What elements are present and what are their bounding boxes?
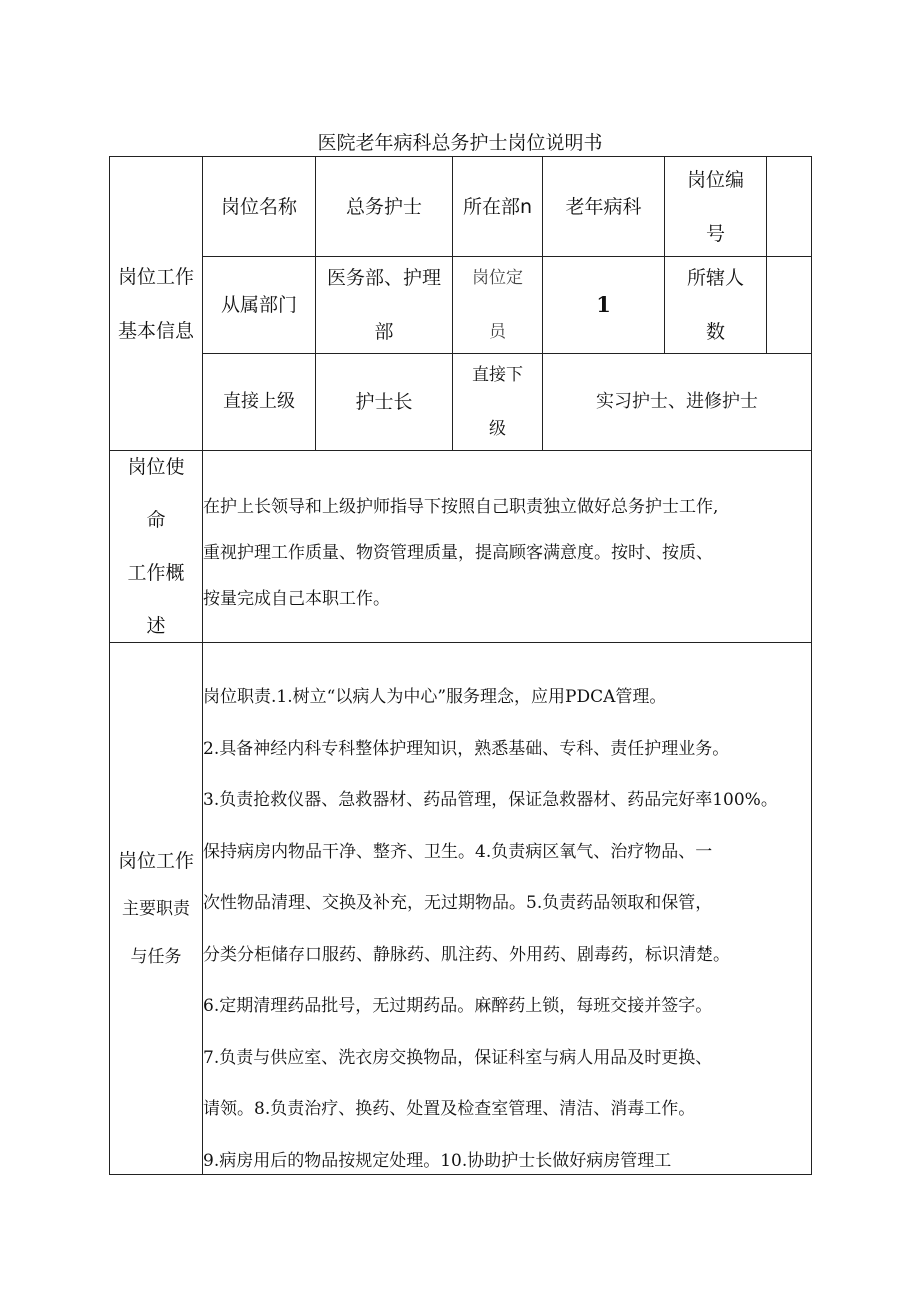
parent-department-label: 从属部门 <box>220 294 297 316</box>
department-label: 所在部n <box>462 195 533 218</box>
parent-department-value <box>316 257 452 353</box>
staff-quota-label-line2: 员 <box>489 322 506 342</box>
mission-label-line3: 工作概 <box>127 561 185 584</box>
subordinates-count-value <box>767 257 811 353</box>
mission-label-line4: 述 <box>146 614 166 637</box>
subordinates-count-label-line1: 所辖人 <box>686 267 744 289</box>
mission-line: 按量完成自己本职工作。 <box>203 589 390 609</box>
position-code-label <box>665 157 766 256</box>
direct-subordinate-label-line1: 直接下 <box>472 365 523 385</box>
duties-label-line2: 主要职责 <box>122 898 190 919</box>
mission-label-line1: 岗位使 <box>127 455 185 478</box>
position-code-label-line2: 号 <box>705 222 725 245</box>
duty-line: 2.具备神经内科专科整体护理知识，熟悉基础、专科、责任护理业务。 <box>203 738 730 759</box>
mission-line: 重视护理工作质量、物资管理质量，提高顾客满意度。按时、按质、 <box>203 543 713 563</box>
parent-department-value-line2: 部 <box>374 321 394 343</box>
staff-quota-label-line1: 岗位定 <box>472 268 523 288</box>
parent-department-value-line1: 医务部、护理 <box>326 267 441 289</box>
direct-subordinate-label-line2: 级 <box>489 419 506 439</box>
duty-line: 分类分柜储存口服药、静脉药、肌注药、外用药、剧毒药，标识清楚。 <box>203 944 730 965</box>
rule-mission-bottom <box>109 642 812 643</box>
duty-line: 岗位职责.1.树立“以病人为中心”服务理念，应用PDCA管理。 <box>203 687 667 707</box>
position-name-label: 岗位名称 <box>220 195 297 218</box>
position-code-label-line1: 岗位编 <box>686 168 744 191</box>
mission-label <box>110 451 202 642</box>
rule-basic-bottom <box>109 450 812 451</box>
mission-label-line2: 命 <box>146 508 166 531</box>
duties-label-line3: 与任务 <box>130 946 182 967</box>
subordinates-count-label-line2: 数 <box>705 321 725 343</box>
staff-quota-value: 1 <box>596 292 611 317</box>
duty-line: 7.负责与供应室、洗衣房交换物品，保证科室与病人用品及时更换、 <box>203 1047 713 1068</box>
duties-text <box>203 672 813 1187</box>
basic-info-label-line2: 基本信息 <box>117 319 194 342</box>
duty-line: 6.定期清理药品批号，无过期药品。麻醉药上锁，每班交接并签字。 <box>203 996 713 1016</box>
direct-superior-label: 直接上级 <box>223 391 295 412</box>
subordinates-count-label <box>665 257 766 353</box>
position-name-value: 总务护士 <box>345 195 422 218</box>
duty-line: 请领。8.负责治疗、换药、处置及检查室管理、清洁、消毒工作。 <box>203 1099 696 1119</box>
basic-info-label-line1: 岗位工作 <box>117 265 194 288</box>
direct-subordinate-label <box>453 354 542 450</box>
duty-line: 9.病房用后的物品按规定处理。10.协助护士长做好病房管理工 <box>203 1150 672 1171</box>
direct-subordinate-value: 实习护士、进修护士 <box>596 391 758 412</box>
duty-line: 次性物品清理、交换及补充，无过期物品。5.负责药品领取和保管， <box>203 893 713 913</box>
duty-line: 3.负责抢救仪器、急救器材、药品管理，保证急救器材、药品完好率100%。 <box>203 790 778 810</box>
position-code-value <box>767 157 811 256</box>
duties-label-line1: 岗位工作 <box>117 849 194 872</box>
basic-info-label <box>110 157 202 450</box>
mission-summary <box>203 484 813 622</box>
direct-superior-value: 护士长 <box>355 391 413 413</box>
department-value: 老年病科 <box>565 195 642 218</box>
duty-line: 保持病房内物品干净、整齐、卫生。4.负责病区氧气、治疗物品、一 <box>203 841 713 862</box>
staff-quota-label <box>453 257 542 353</box>
mission-line: 在护上长领导和上级护师指导下按照自己职责独立做好总务护士工作, <box>203 497 719 517</box>
page-title: 医院老年病科总务护士岗位说明书 <box>317 132 603 154</box>
duties-label <box>110 643 202 1174</box>
